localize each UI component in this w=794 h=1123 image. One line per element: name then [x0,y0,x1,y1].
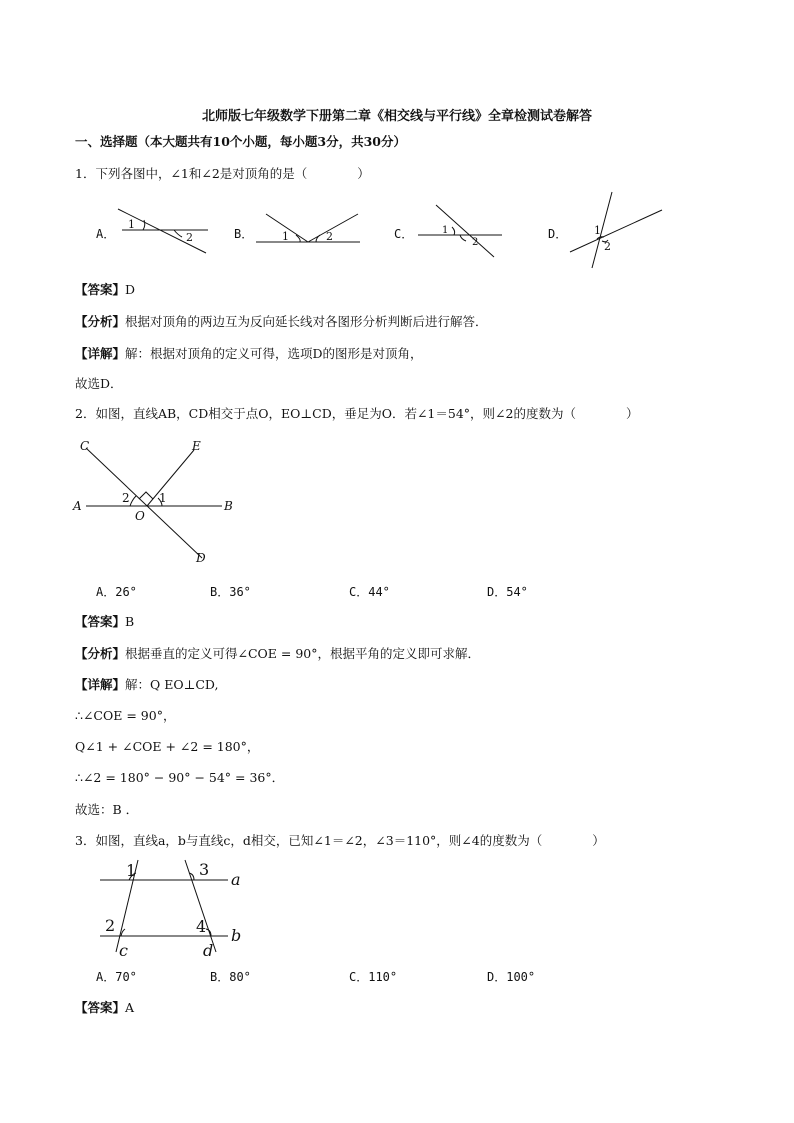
q3-figure [92,856,252,964]
q2-step-2: Q∠1 + ∠COE + ∠2 = 180°， [75,739,260,754]
q2-option-c: C．44° [349,585,390,599]
answer-tag: 【答案】 [75,282,126,297]
analysis-text: 根据对顶角的两边互为反向延长线对各图形分析判断后进行解答． [125,314,488,329]
q2-label-b: B [224,499,233,513]
q3-label-3: 3 [199,860,210,879]
q2-label-a: A [73,499,82,513]
q3-option-c: C．110° [349,970,398,984]
analysis-text: 根据垂直的定义可得∠COE = 90°，根据平角的定义即可求解． [125,646,481,661]
analysis-tag: 【分析】 [75,646,126,661]
q3-label-b: b [231,926,242,945]
answer-tag: 【答案】 [75,1000,126,1015]
q1-figure-b [252,208,364,248]
q2-label-d: D [196,551,206,565]
q2-conclusion: 故选：B ． [75,802,139,817]
document-title: 北师版七年级数学下册第二章《相交线与平行线》全章检测试卷解答 [201,109,592,124]
q1-answer [75,282,135,298]
q1d-label-2: 2 [604,240,611,253]
q1d-label-1: 1 [594,224,601,237]
q1a-label-1: 1 [128,218,135,231]
q3-label-a: a [231,870,241,889]
question-1: 1．下列各图中，∠1和∠2是对顶角的是（ ） [75,166,370,181]
answer-value: A [125,1000,135,1015]
q1-figure-c [414,203,506,261]
q1-figure-d [566,188,664,272]
q2-option-d: D．54° [487,585,528,599]
analysis-tag: 【分析】 [75,314,126,329]
q1-option-d: D． [548,227,568,241]
q3-option-a: A．70° [96,970,137,984]
q1-detail [75,346,423,362]
q2-analysis [75,646,480,662]
q2-step-1: ∴∠COE = 90°， [75,708,176,723]
q2-answer [75,614,134,630]
q1-analysis [75,314,488,330]
detail-tag: 【详解】 [75,346,126,361]
q2-label-o: O [135,509,145,523]
q1-option-a: A． [96,227,116,241]
answer-tag: 【答案】 [75,614,126,629]
q1-figure-a [112,203,212,257]
q2-label-2: 2 [122,491,130,505]
q3-label-2: 2 [105,916,116,935]
q2-figure [70,434,240,568]
q2-option-b: B．36° [210,585,251,599]
q1c-label-1: 1 [442,225,449,236]
answer-value: B [125,614,135,629]
q3-label-d: d [203,941,214,960]
q3-label-1: 1 [126,861,137,880]
q2-detail [75,677,218,693]
q2-label-e: E [192,439,201,453]
answer-value: D [125,282,136,297]
question-3: 3．如图，直线a，b与直线c，d相交，已知∠1＝∠2，∠3＝110°，则∠4的度数为（ ） [75,833,605,848]
detail-text: 解：根据对顶角的定义可得，选项D的图形是对顶角， [125,346,423,361]
question-2: 2．如图，直线AB，CD相交于点O，EO⊥CD，垂足为O．若∠1＝54°，则∠2的度数为（ ） [75,406,639,421]
q1-option-b: B． [234,227,254,241]
q1b-label-1: 1 [282,230,289,243]
detail-text: 解：Q EO⊥CD, [125,677,219,692]
q1-option-c: C． [394,227,414,241]
q1-conclusion: 故选D． [75,376,123,391]
q2-option-a: A．26° [96,585,137,599]
q2-label-1: 1 [159,491,167,505]
q2-step-3: ∴∠2 = 180° − 90° − 54° = 36°． [75,770,285,785]
detail-tag: 【详解】 [75,677,126,692]
section-heading: 一、选择题（本大题共有10个小题，每小题3分，共30分） [75,134,406,149]
q3-label-c: c [119,941,128,960]
q3-option-b: B．80° [210,970,251,984]
q1c-label-2: 2 [472,237,479,248]
q1a-label-2: 2 [186,231,193,244]
q2-label-c: C [80,439,90,453]
q1b-label-2: 2 [326,230,333,243]
q3-option-d: D．100° [487,970,536,984]
q3-label-4: 4 [196,917,207,936]
q3-answer [75,1000,134,1016]
